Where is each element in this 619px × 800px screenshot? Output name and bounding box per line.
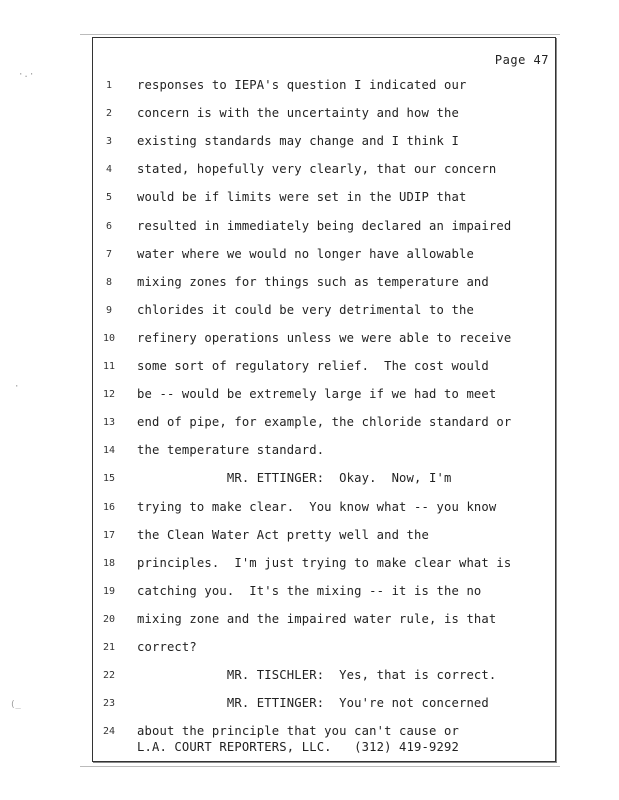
transcript-line [93, 668, 557, 688]
transcript-line [93, 359, 557, 379]
line-number: 3 [105, 136, 113, 148]
line-number: 21 [102, 642, 116, 653]
transcript-line [93, 247, 557, 267]
scan-speck: (_ [10, 700, 21, 710]
transcript-page [92, 37, 556, 762]
line-text: catching you. It's the mixing -- it is the no [137, 583, 482, 598]
transcript-line [93, 331, 557, 351]
transcript-line [93, 78, 557, 98]
line-number: 15 [102, 473, 116, 485]
transcript-line [93, 415, 557, 435]
line-number: 20 [102, 613, 116, 625]
line-text: trying to make clear. You know what -- you know [137, 499, 497, 514]
line-text: correct? [137, 640, 197, 654]
line-text: mixing zone and the impaired water rule, is that [137, 611, 497, 626]
line-text: existing standards may change and I think I [137, 134, 459, 149]
scan-edge-top [80, 34, 560, 35]
line-number: 24 [102, 726, 116, 738]
transcript-line [93, 584, 557, 604]
line-number: 11 [102, 361, 116, 372]
transcript-line [93, 134, 557, 154]
line-number: 12 [102, 389, 116, 401]
line-text: MR. ETTINGER: Okay. Now, I'm [137, 471, 452, 486]
scan-edge-bottom [80, 766, 560, 767]
transcript-line [93, 443, 557, 463]
transcript-line [93, 106, 557, 126]
line-text: chlorides it could be very detrimental to the [137, 302, 474, 317]
transcript-line [93, 696, 557, 716]
line-number: 22 [102, 670, 116, 682]
line-text: MR. TISCHLER: Yes, that is correct. [137, 668, 497, 683]
transcript-line [93, 471, 557, 491]
line-number: 18 [102, 557, 116, 569]
line-number: 10 [102, 332, 116, 344]
transcript-line [93, 500, 557, 520]
line-number: 6 [105, 220, 113, 232]
line-number: 8 [105, 276, 113, 288]
line-text: responses to IEPA's question I indicated our [137, 78, 467, 92]
line-text: would be if limits were set in the UDIP that [137, 190, 467, 205]
line-text: the Clean Water Act pretty well and the [137, 527, 430, 542]
line-number: 19 [102, 585, 116, 597]
transcript-line [93, 275, 557, 295]
line-text: MR. ETTINGER: You're not concerned [137, 696, 489, 711]
line-number: 17 [102, 529, 116, 541]
line-text: resulted in immediately being declared an impaired [137, 218, 512, 233]
line-text: principles. I'm just trying to make clear what is [137, 555, 512, 570]
line-text: refinery operations unless we were able to receive [137, 330, 512, 345]
line-text: the temperature standard. [137, 443, 325, 458]
line-number: 2 [105, 108, 113, 120]
scan-speck: · [14, 382, 20, 392]
line-text: some sort of regulatory relief. The cost would [137, 359, 489, 373]
line-text: concern is with the uncertainty and how the [137, 106, 459, 121]
line-text: water where we would no longer have allowable [137, 246, 474, 261]
transcript-line [93, 162, 557, 182]
transcript-line [93, 640, 557, 660]
transcript-line [93, 612, 557, 632]
scan-speck: ·.· [18, 70, 35, 80]
transcript-line [93, 528, 557, 548]
transcript-line [93, 303, 557, 323]
court-reporter-footer: L.A. COURT REPORTERS, LLC. (312) 419-9292 [137, 740, 459, 754]
line-text: stated, hopefully very clearly, that our concern [137, 162, 497, 177]
line-text: about the principle that you can't cause or [137, 724, 459, 739]
line-text: be -- would be extremely large if we had to meet [137, 387, 497, 402]
line-number: 16 [102, 501, 116, 513]
line-text: mixing zones for things such as temperature and [137, 274, 489, 289]
page-number: Page 47 [494, 53, 549, 67]
transcript-line [93, 387, 557, 407]
line-number: 7 [105, 248, 113, 260]
transcript-line [93, 556, 557, 576]
line-text: end of pipe, for example, the chloride standard or [137, 415, 512, 430]
line-number: 9 [105, 304, 113, 316]
line-number: 23 [102, 698, 116, 710]
line-number: 1 [105, 80, 113, 91]
line-number: 4 [105, 164, 113, 176]
transcript-line [93, 219, 557, 239]
line-number: 13 [102, 417, 116, 429]
line-number: 5 [105, 192, 113, 204]
transcript-line [93, 190, 557, 210]
line-number: 14 [102, 445, 116, 457]
